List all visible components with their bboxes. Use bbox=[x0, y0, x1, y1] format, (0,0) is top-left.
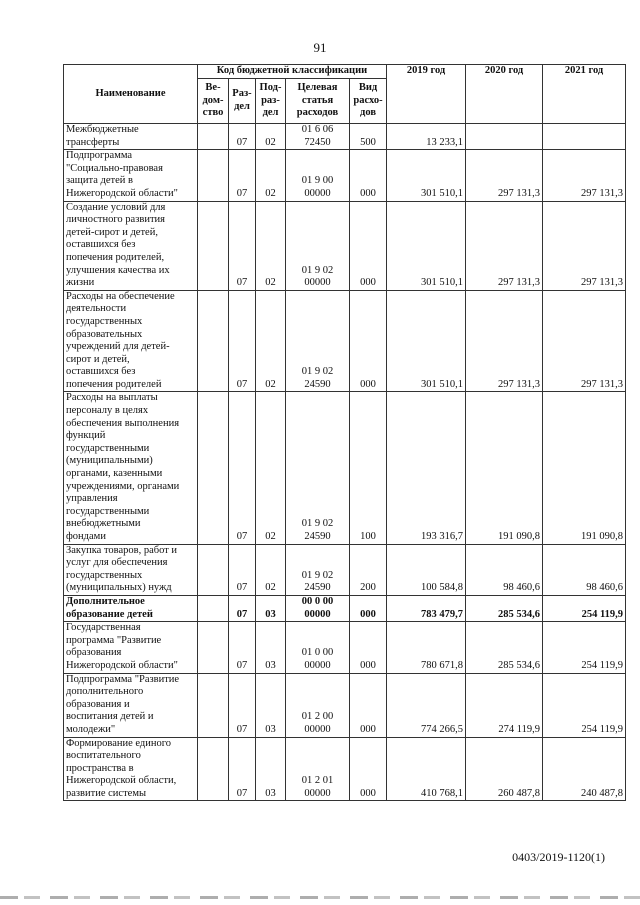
table-row bbox=[64, 290, 626, 392]
cell-vid: 200 bbox=[350, 544, 387, 595]
cell-podrazdel: 03 bbox=[256, 622, 286, 673]
cell-razdel: 07 bbox=[229, 201, 256, 290]
cell-vid: 000 bbox=[350, 150, 387, 201]
scan-edge-noise bbox=[0, 896, 640, 899]
header-celevaya: Целевая статья расходов bbox=[286, 79, 350, 124]
cell-name: Формирование единого воспитательного пространства в Нижегородской области, развитие системы bbox=[64, 737, 198, 801]
cell-vedomstvo bbox=[198, 150, 229, 201]
cell-2019: 410 768,1 bbox=[387, 737, 466, 801]
cell-podrazdel: 03 bbox=[256, 737, 286, 801]
cell-celevaya: 01 9 02 24590 bbox=[286, 290, 350, 392]
cell-name: Расходы на выплаты персоналу в целях обеспечения выполнения функций государственными (муниципальными) органами, казенными учреждениями, органами управления государственными внебюджетными фондами bbox=[64, 392, 198, 544]
cell-vid: 100 bbox=[350, 392, 387, 544]
cell-celevaya: 01 2 00 00000 bbox=[286, 673, 350, 737]
cell-vid: 500 bbox=[350, 124, 387, 150]
cell-razdel: 07 bbox=[229, 124, 256, 150]
cell-2020: 98 460,6 bbox=[466, 544, 543, 595]
cell-name: Создание условий для личностного развития детей-сирот и детей, оставшихся без попечения родителей, улучшения качества их жизни bbox=[64, 201, 198, 290]
header-podrazdel: Под- раз- дел bbox=[256, 79, 286, 124]
cell-2020 bbox=[466, 124, 543, 150]
cell-podrazdel: 02 bbox=[256, 150, 286, 201]
header-row-1 bbox=[64, 65, 626, 79]
cell-2019: 100 584,8 bbox=[387, 544, 466, 595]
cell-razdel: 07 bbox=[229, 392, 256, 544]
cell-2021: 254 119,9 bbox=[543, 673, 626, 737]
table-row bbox=[64, 201, 626, 290]
cell-2021: 254 119,9 bbox=[543, 622, 626, 673]
cell-vid: 000 bbox=[350, 737, 387, 801]
cell-podrazdel: 03 bbox=[256, 595, 286, 621]
cell-2021: 98 460,6 bbox=[543, 544, 626, 595]
budget-table bbox=[63, 64, 626, 801]
cell-2019: 774 266,5 bbox=[387, 673, 466, 737]
cell-vid: 000 bbox=[350, 201, 387, 290]
header-2021: 2021 год bbox=[543, 65, 626, 124]
header-2020: 2020 год bbox=[466, 65, 543, 124]
cell-vedomstvo bbox=[198, 392, 229, 544]
cell-celevaya: 01 9 02 24590 bbox=[286, 544, 350, 595]
cell-2019: 13 233,1 bbox=[387, 124, 466, 150]
cell-vedomstvo bbox=[198, 544, 229, 595]
cell-vedomstvo bbox=[198, 622, 229, 673]
cell-vedomstvo bbox=[198, 595, 229, 621]
cell-name: Межбюджетные трансферты bbox=[64, 124, 198, 150]
cell-vid: 000 bbox=[350, 290, 387, 392]
cell-name: Подпрограмма "Социально-правовая защита детей в Нижегородской области" bbox=[64, 150, 198, 201]
cell-podrazdel: 02 bbox=[256, 201, 286, 290]
header-razdel: Раз- дел bbox=[229, 79, 256, 124]
cell-2021: 191 090,8 bbox=[543, 392, 626, 544]
cell-vedomstvo bbox=[198, 124, 229, 150]
cell-vid: 000 bbox=[350, 622, 387, 673]
cell-2019: 193 316,7 bbox=[387, 392, 466, 544]
cell-vid: 000 bbox=[350, 595, 387, 621]
cell-celevaya: 01 0 00 00000 bbox=[286, 622, 350, 673]
cell-razdel: 07 bbox=[229, 737, 256, 801]
table-row bbox=[64, 544, 626, 595]
cell-razdel: 07 bbox=[229, 544, 256, 595]
cell-2021: 240 487,8 bbox=[543, 737, 626, 801]
table-body bbox=[64, 124, 626, 801]
cell-2021: 297 131,3 bbox=[543, 201, 626, 290]
header-name: Наименование bbox=[64, 65, 198, 124]
cell-2020: 285 534,6 bbox=[466, 595, 543, 621]
cell-2019: 780 671,8 bbox=[387, 622, 466, 673]
cell-vedomstvo bbox=[198, 673, 229, 737]
cell-celevaya: 01 2 01 00000 bbox=[286, 737, 350, 801]
cell-name: Расходы на обеспечение деятельности государственных образовательных учреждений для детей- сирот и детей, оставшихся без попечения родителей bbox=[64, 290, 198, 392]
cell-2021: 254 119,9 bbox=[543, 595, 626, 621]
table-row bbox=[64, 124, 626, 150]
cell-2021: 297 131,3 bbox=[543, 290, 626, 392]
cell-celevaya: 01 9 00 00000 bbox=[286, 150, 350, 201]
cell-razdel: 07 bbox=[229, 150, 256, 201]
cell-2020: 297 131,3 bbox=[466, 290, 543, 392]
cell-celevaya: 01 6 06 72450 bbox=[286, 124, 350, 150]
table-row bbox=[64, 150, 626, 201]
cell-2020: 297 131,3 bbox=[466, 201, 543, 290]
cell-2020: 297 131,3 bbox=[466, 150, 543, 201]
table-row bbox=[64, 622, 626, 673]
cell-celevaya: 01 9 02 00000 bbox=[286, 201, 350, 290]
cell-razdel: 07 bbox=[229, 673, 256, 737]
page-number: 91 bbox=[313, 40, 327, 55]
cell-celevaya: 01 9 02 24590 bbox=[286, 392, 350, 544]
cell-2019: 783 479,7 bbox=[387, 595, 466, 621]
table-row bbox=[64, 595, 626, 621]
table-row bbox=[64, 392, 626, 544]
header-code-group: Код бюджетной классификации bbox=[198, 65, 387, 79]
cell-celevaya: 00 0 00 00000 bbox=[286, 595, 350, 621]
cell-podrazdel: 02 bbox=[256, 392, 286, 544]
cell-podrazdel: 02 bbox=[256, 124, 286, 150]
cell-2019: 301 510,1 bbox=[387, 201, 466, 290]
cell-vid: 000 bbox=[350, 673, 387, 737]
cell-razdel: 07 bbox=[229, 622, 256, 673]
cell-2019: 301 510,1 bbox=[387, 290, 466, 392]
table-row bbox=[64, 737, 626, 801]
cell-razdel: 07 bbox=[229, 290, 256, 392]
cell-vedomstvo bbox=[198, 201, 229, 290]
cell-2021 bbox=[543, 124, 626, 150]
cell-2020: 191 090,8 bbox=[466, 392, 543, 544]
cell-2020: 274 119,9 bbox=[466, 673, 543, 737]
cell-2020: 260 487,8 bbox=[466, 737, 543, 801]
cell-name: Подпрограмма "Развитие дополнительного образования и воспитания детей и молодежи" bbox=[64, 673, 198, 737]
cell-podrazdel: 02 bbox=[256, 544, 286, 595]
table-row bbox=[64, 673, 626, 737]
cell-name: Дополнительное образование детей bbox=[64, 595, 198, 621]
cell-vedomstvo bbox=[198, 290, 229, 392]
cell-vedomstvo bbox=[198, 737, 229, 801]
header-vedomstvo: Ве- дом- ство bbox=[198, 79, 229, 124]
cell-name: Закупка товаров, работ и услуг для обеспечения государственных (муниципальных) нужд bbox=[64, 544, 198, 595]
cell-razdel: 07 bbox=[229, 595, 256, 621]
cell-name: Государственная программа "Развитие образования Нижегородской области" bbox=[64, 622, 198, 673]
cell-podrazdel: 03 bbox=[256, 673, 286, 737]
header-vid: Вид расхо- дов bbox=[350, 79, 387, 124]
cell-2021: 297 131,3 bbox=[543, 150, 626, 201]
cell-podrazdel: 02 bbox=[256, 290, 286, 392]
footer-document-code: 0403/2019-1120(1) bbox=[512, 850, 605, 864]
header-2019: 2019 год bbox=[387, 65, 466, 124]
cell-2019: 301 510,1 bbox=[387, 150, 466, 201]
cell-2020: 285 534,6 bbox=[466, 622, 543, 673]
